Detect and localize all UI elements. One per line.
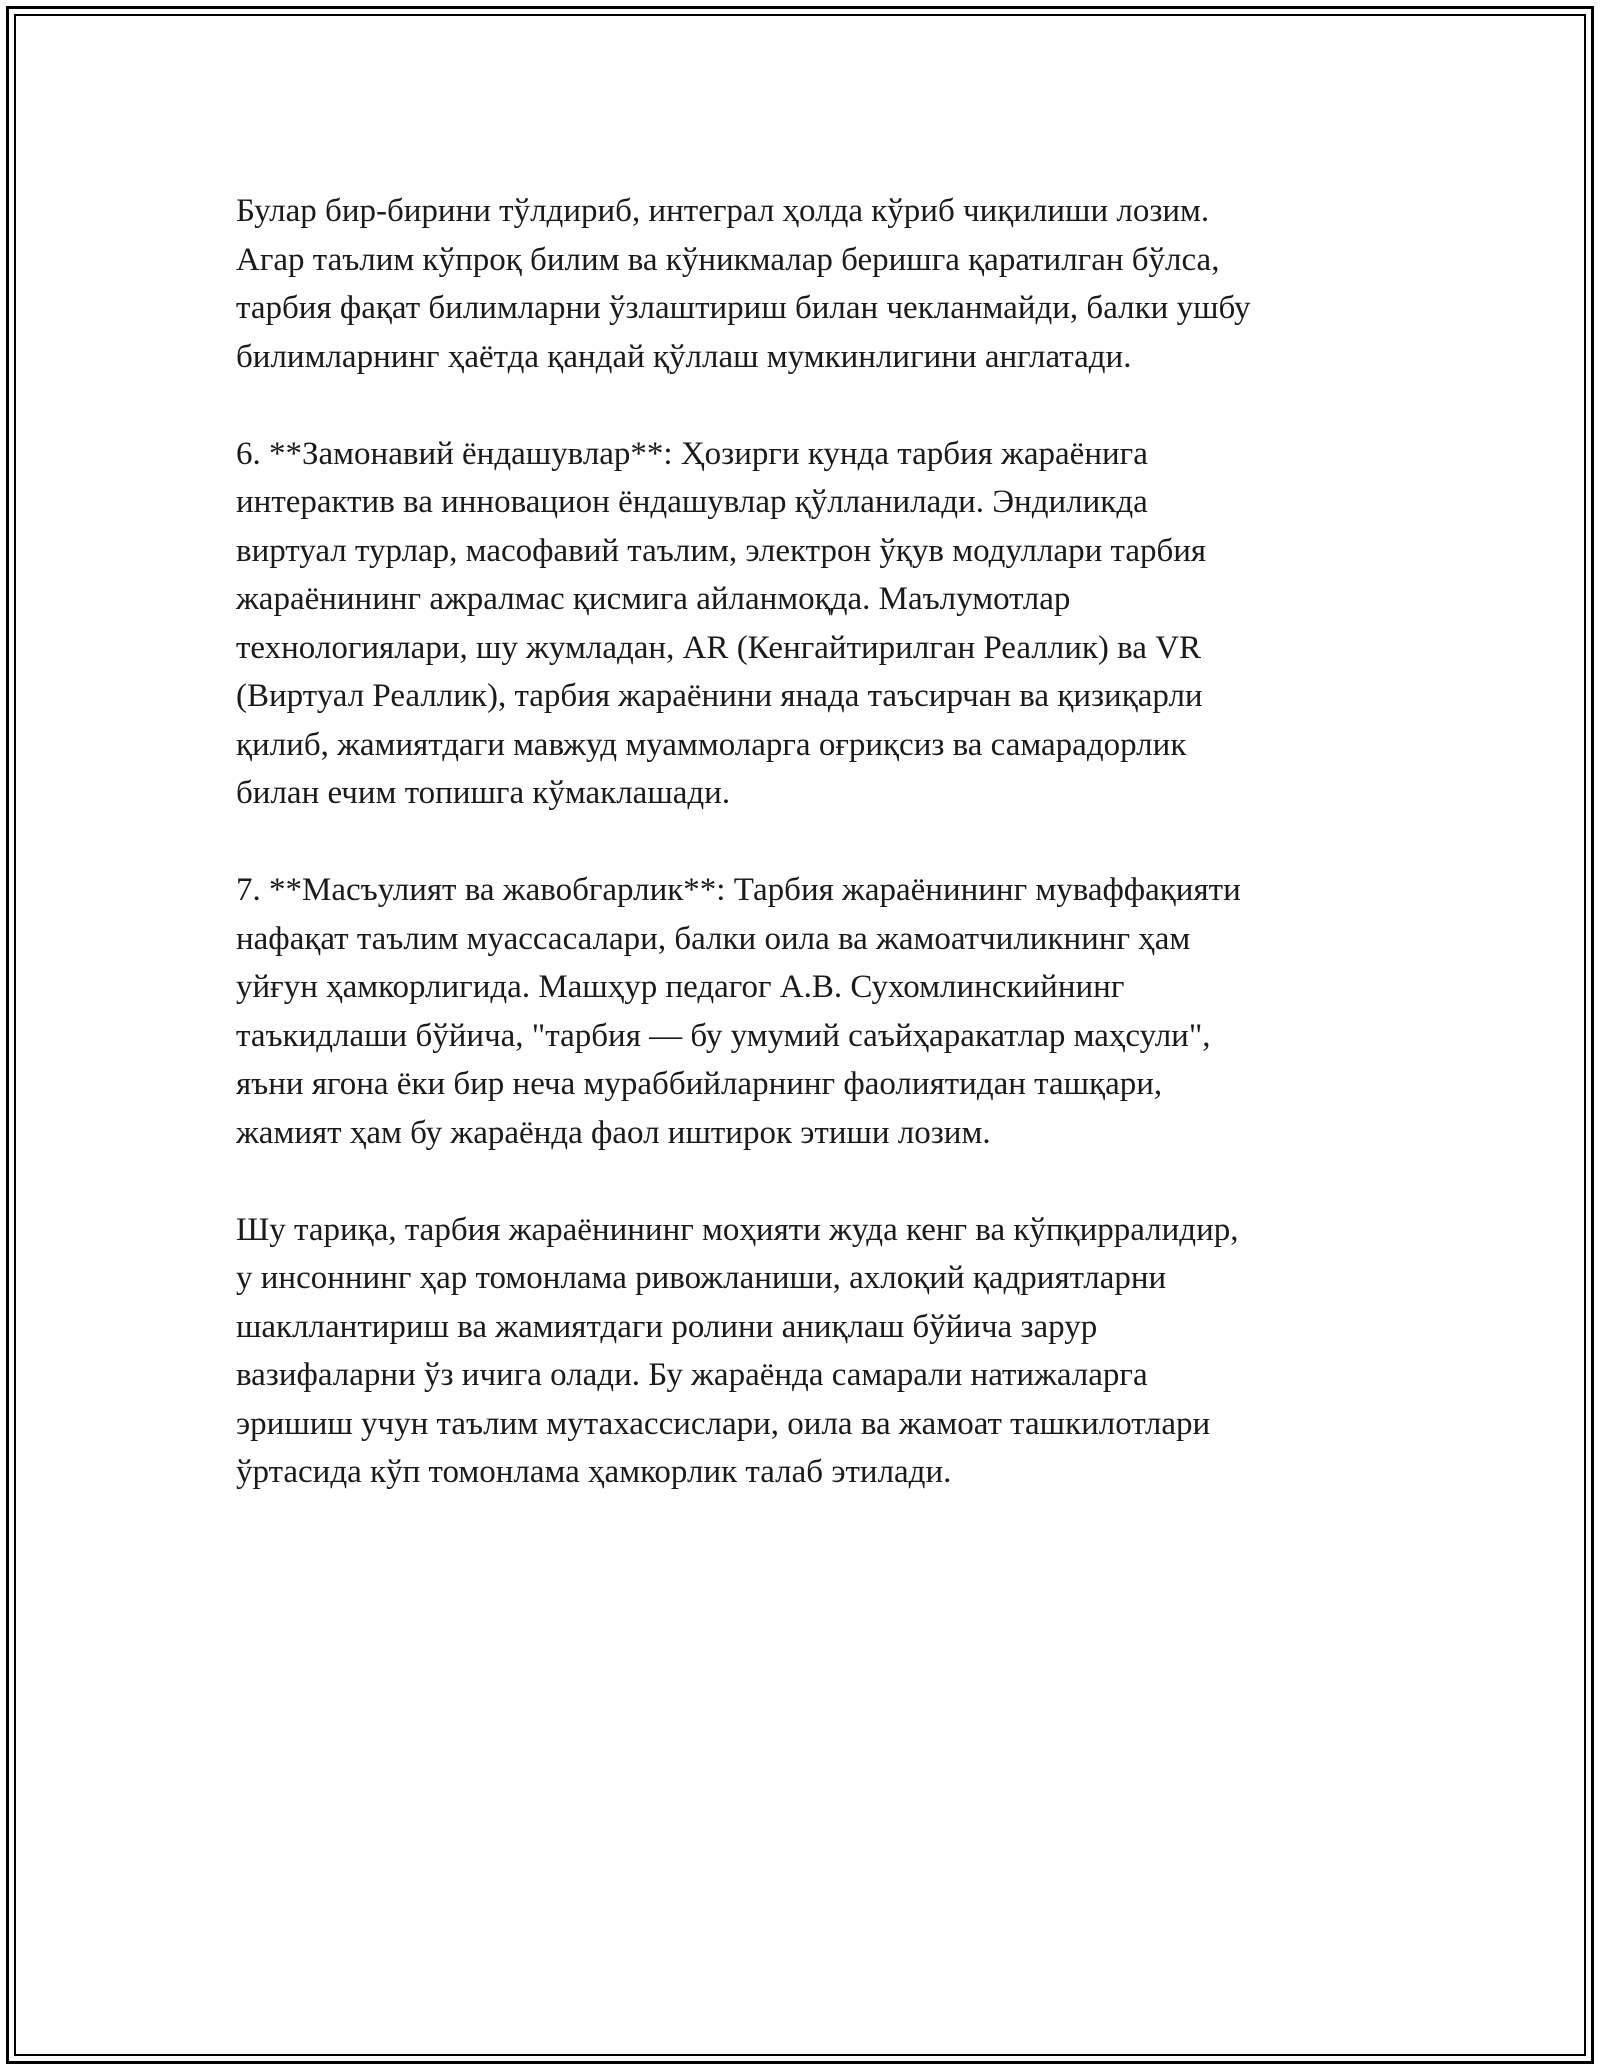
paragraph-modern-approaches: 6. **Замонавий ёндашувлар**: Ҳозирги кунда тарбия жараёнига интерактив ва инновацион ёндашувлар қўлланилади. Эндиликда виртуал турлар, масофавий таълим, электрон ўқув модуллари тарбия жараёнининг ажралмас қисмига айланмоқда. Маълумотлар технологиялари, шу жумладан, AR (Кенгайтирилган Реаллик) ва VR (Виртуал Реаллик), тарбия жараёнини янада таъсирчан ва қизиқарли қилиб, жамиятдаги мавжуд муаммоларга оғриқсиз ва самарадорлик билан ечим топишга кўмаклашади. [236,435,1207,811]
paragraph-conclusion: Шу тариқа, тарбия жараёнининг моҳияти жуда кенг ва кўпқирралидир, у инсоннинг ҳар томонлама ривожланиши, ахлоқий қадриятларни шакллантириш ва жамиятдаги ролини аниқлаш бўйича зарур вазифаларни ўз ичига олади. Бу жараёнда самарали натижаларга эришиш учун таълим мутахассислари, оила ва жамоат ташкилотлари ўртасида кўп томонлама ҳамкорлик талаб этилади. [236,1211,1239,1490]
document-body [236,187,1396,1545]
paragraph-responsibility: 7. **Масъулият ва жавобгарлик**: Тарбия жараёнининг муваффақияти нафақат таълим муассасалари, балки оила ва жамоатчиликнинг ҳам уйғун ҳамкорлигида. Машҳур педагог А.В. Сухомлинскийнинг таъкидлаши бўйича, "тарбия — бу умумий саъйҳаракатлар маҳсули", яъни ягона ёки бир неча мураббийларнинг фаолиятидан ташқари, жамият ҳам бу жараёнда фаол иштирок этиши лозим. [236,872,1241,1151]
paragraph-integration: Булар бир-бирини тўлдириб, интеграл ҳолда кўриб чиқилиши лозим. Агар таълим кўпроқ билим ва кўникмалар беришга қаратилган бўлса, тарбия фақат билимларни ўзлаштириш билан чекланмайди, балки ушбу билимларнинг ҳаётда қандай қўллаш мумкинлигини англатади. [236,193,1251,375]
